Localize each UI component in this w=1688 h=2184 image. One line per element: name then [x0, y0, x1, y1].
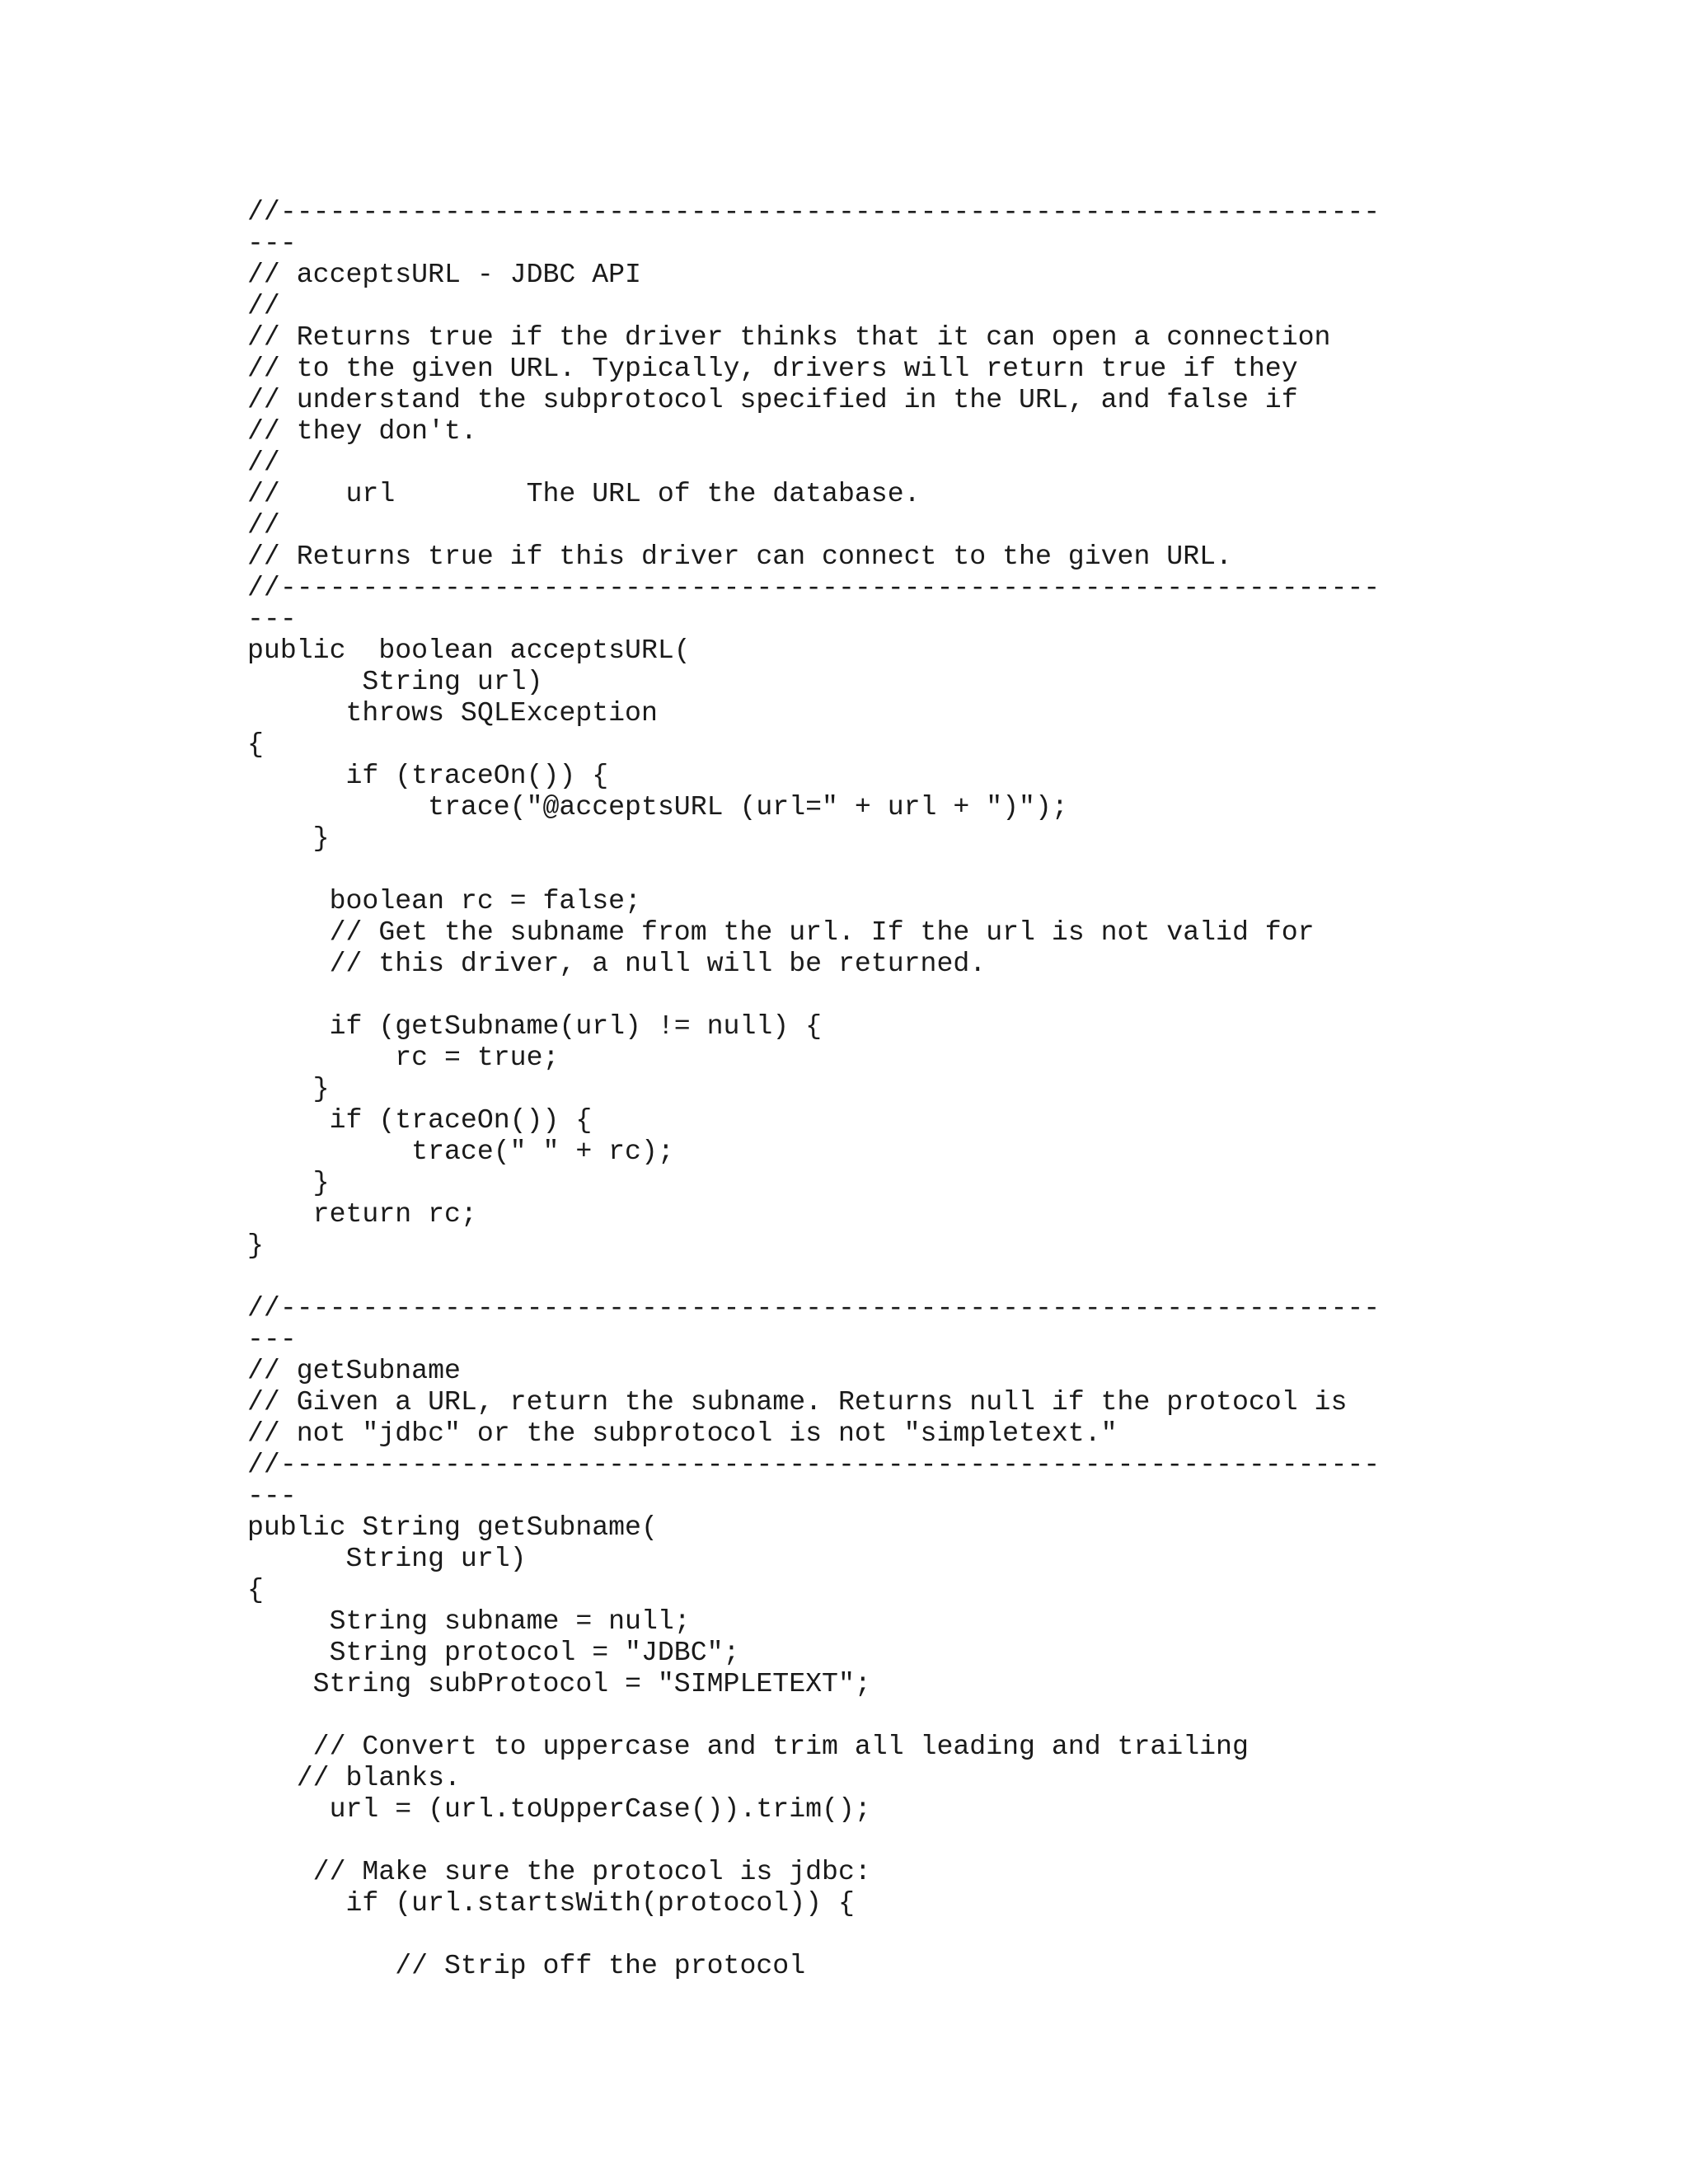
- code-line: }: [247, 1230, 264, 1261]
- code-line: // not "jdbc" or the subprotocol is not "simpletext.": [247, 1418, 1118, 1449]
- code-line: // getSubname: [247, 1355, 461, 1386]
- code-line: String subname = null;: [247, 1605, 691, 1637]
- code-line: }: [247, 823, 330, 854]
- code-line: }: [247, 1073, 330, 1104]
- code-line: // understand the subprotocol specified in the URL, and false if: [247, 384, 1298, 415]
- code-line: ---: [247, 1324, 297, 1355]
- code-line: //: [247, 290, 280, 321]
- code-line: //: [247, 509, 280, 541]
- code-line: if (traceOn()) {: [247, 1104, 593, 1136]
- code-line: return rc;: [247, 1198, 477, 1230]
- code-line: // Convert to uppercase and trim all leading and trailing: [247, 1731, 1249, 1762]
- code-line: // to the given URL. Typically, drivers will return true if they: [247, 353, 1298, 384]
- code-line: // this driver, a null will be returned.: [247, 948, 987, 979]
- code-line: ---: [247, 227, 297, 259]
- code-line: //-------------------------------------------------------------------: [247, 196, 1381, 227]
- code-line: // Returns true if this driver can connect to the given URL.: [247, 541, 1232, 572]
- code-line: if (traceOn()) {: [247, 760, 609, 791]
- code-line: url = (url.toUpperCase()).trim();: [247, 1793, 871, 1825]
- code-line: String protocol = "JDBC";: [247, 1637, 740, 1668]
- code-line: // Given a URL, return the subname. Returns null if the protocol is: [247, 1386, 1348, 1418]
- code-line: //-------------------------------------------------------------------: [247, 1449, 1381, 1480]
- code-line: //: [247, 447, 280, 478]
- code-line: // Make sure the protocol is jdbc:: [247, 1856, 871, 1887]
- code-line: boolean rc = false;: [247, 885, 641, 916]
- code-line: [247, 1699, 1648, 1731]
- code-line: ---: [247, 603, 297, 635]
- code-line: // Returns true if the driver thinks that it can open a connection: [247, 321, 1331, 353]
- code-line: if (url.startsWith(protocol)) {: [247, 1887, 855, 1919]
- code-line: if (getSubname(url) != null) {: [247, 1010, 823, 1042]
- code-line: throws SQLException: [247, 697, 658, 729]
- code-line: String url): [247, 1543, 527, 1574]
- code-line: [247, 1261, 1648, 1292]
- code-line: // they don't.: [247, 415, 477, 447]
- code-line: [247, 979, 1648, 1010]
- code-line: // Strip off the protocol: [247, 1950, 806, 1981]
- code-line: public boolean acceptsURL(: [247, 635, 691, 666]
- code-line: {: [247, 1574, 264, 1605]
- code-line: rc = true;: [247, 1042, 560, 1073]
- code-line: // acceptsURL - JDBC API: [247, 259, 641, 290]
- code-line: {: [247, 729, 264, 760]
- code-line: //-------------------------------------------------------------------: [247, 1292, 1381, 1324]
- code-line: }: [247, 1167, 330, 1198]
- code-line: String subProtocol = "SIMPLETEXT";: [247, 1668, 871, 1699]
- code-line: ---: [247, 1480, 297, 1511]
- code-line: [247, 1919, 1648, 1950]
- code-line: trace("@acceptsURL (url=" + url + ")");: [247, 791, 1068, 823]
- code-line: String url): [247, 666, 543, 697]
- code-line: // url The URL of the database.: [247, 478, 921, 509]
- code-line: //-------------------------------------------------------------------: [247, 572, 1381, 603]
- code-line: // blanks.: [247, 1762, 461, 1793]
- code-line: trace(" " + rc);: [247, 1136, 674, 1167]
- code-line: public String getSubname(: [247, 1511, 658, 1543]
- code-line: [247, 854, 1648, 885]
- code-listing: [247, 196, 1648, 1981]
- code-line: // Get the subname from the url. If the url is not valid for: [247, 916, 1315, 948]
- code-line: [247, 1825, 1648, 1856]
